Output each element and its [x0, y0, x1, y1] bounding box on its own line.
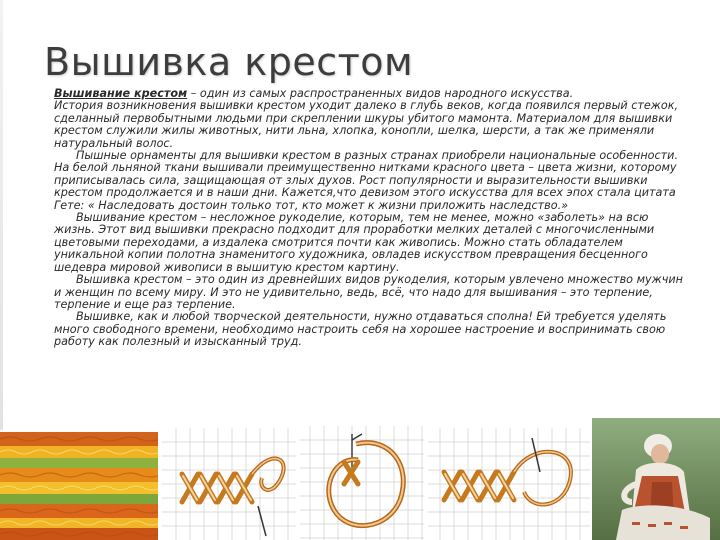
paragraph-ancient: Вышивка крестом – это один из древнейших видов рукоделия, которым увлечено множество мужчин и женщин по всему миру. И это не удивительно, ведь, всё, что надо для вышивания – это терпение, терпение и еще раз терпение.: [54, 273, 683, 311]
cross-stitch-diagram-1: [162, 428, 296, 540]
paragraph-creative: Вышивке, как и любой творческой деятельности, нужно отдаваться сполна! Ей требуется уделять много свободного времени, необходимо настроить себя на хорошее настроение и воспринимать свою работу как полезный и изысканный труд.: [54, 310, 667, 349]
embroidery-fabric-photo: [0, 432, 158, 540]
slide-title: Вышивка крестом: [44, 40, 414, 84]
lead-term: Вышивание крестом: [54, 87, 188, 100]
paragraph-history: История возникновения вышивки крестом уходит далеко в глубь веков, когда появился первый стежок, сделанный первобытными людьми при скреплении шкуры убитого мамонта. Материалом для вышивки крестом служили жилы животных, нити льна, хлопка, конопли, шелка, шерсти, а так же применяли натуральный волос.: [54, 99, 679, 150]
embroidering-woman-photo: [592, 418, 720, 540]
paragraph-ornaments: Пышные орнаменты для вышивки крестом в разных странах приобрели национальные особенности. На белой льняной ткани вышивали преимущественно нитками красного цвета – цвета жизни, которому приписывалась сила, защищающая от злых духов. Рост популярности и выразительности вышивки крестом продолжается и в наши дни. Кажется,что девизом этого искусства для всех эпох стала цитата Гете: « Наследовать достоин только тот, кто может к жизни приложить наследство.»: [54, 149, 678, 212]
illustration-band: [0, 426, 720, 540]
slide-edge-strip: [0, 0, 3, 430]
slide-body: [54, 88, 690, 349]
lead-rest: – один из самых распространенных видов народного искусства.: [187, 87, 574, 100]
paragraph-hobby: Вышивание крестом – несложное рукоделие, которым, тем не менее, можно «заболеть» на всю жизнь. Этот вид вышивки прекрасно подходит для проработки мелких деталей с многочисленными цветовыми переходами, а издалека смотрится почти как живопись. Можно стать обладателем уникальной копии полотна знаменитого художника, овладев искусством превращения бесценного шедевра мировой живописи в вышитую крестом картину.: [54, 211, 655, 274]
cross-stitch-diagram-3: [428, 428, 590, 540]
cross-stitch-diagram-2: [300, 426, 424, 540]
